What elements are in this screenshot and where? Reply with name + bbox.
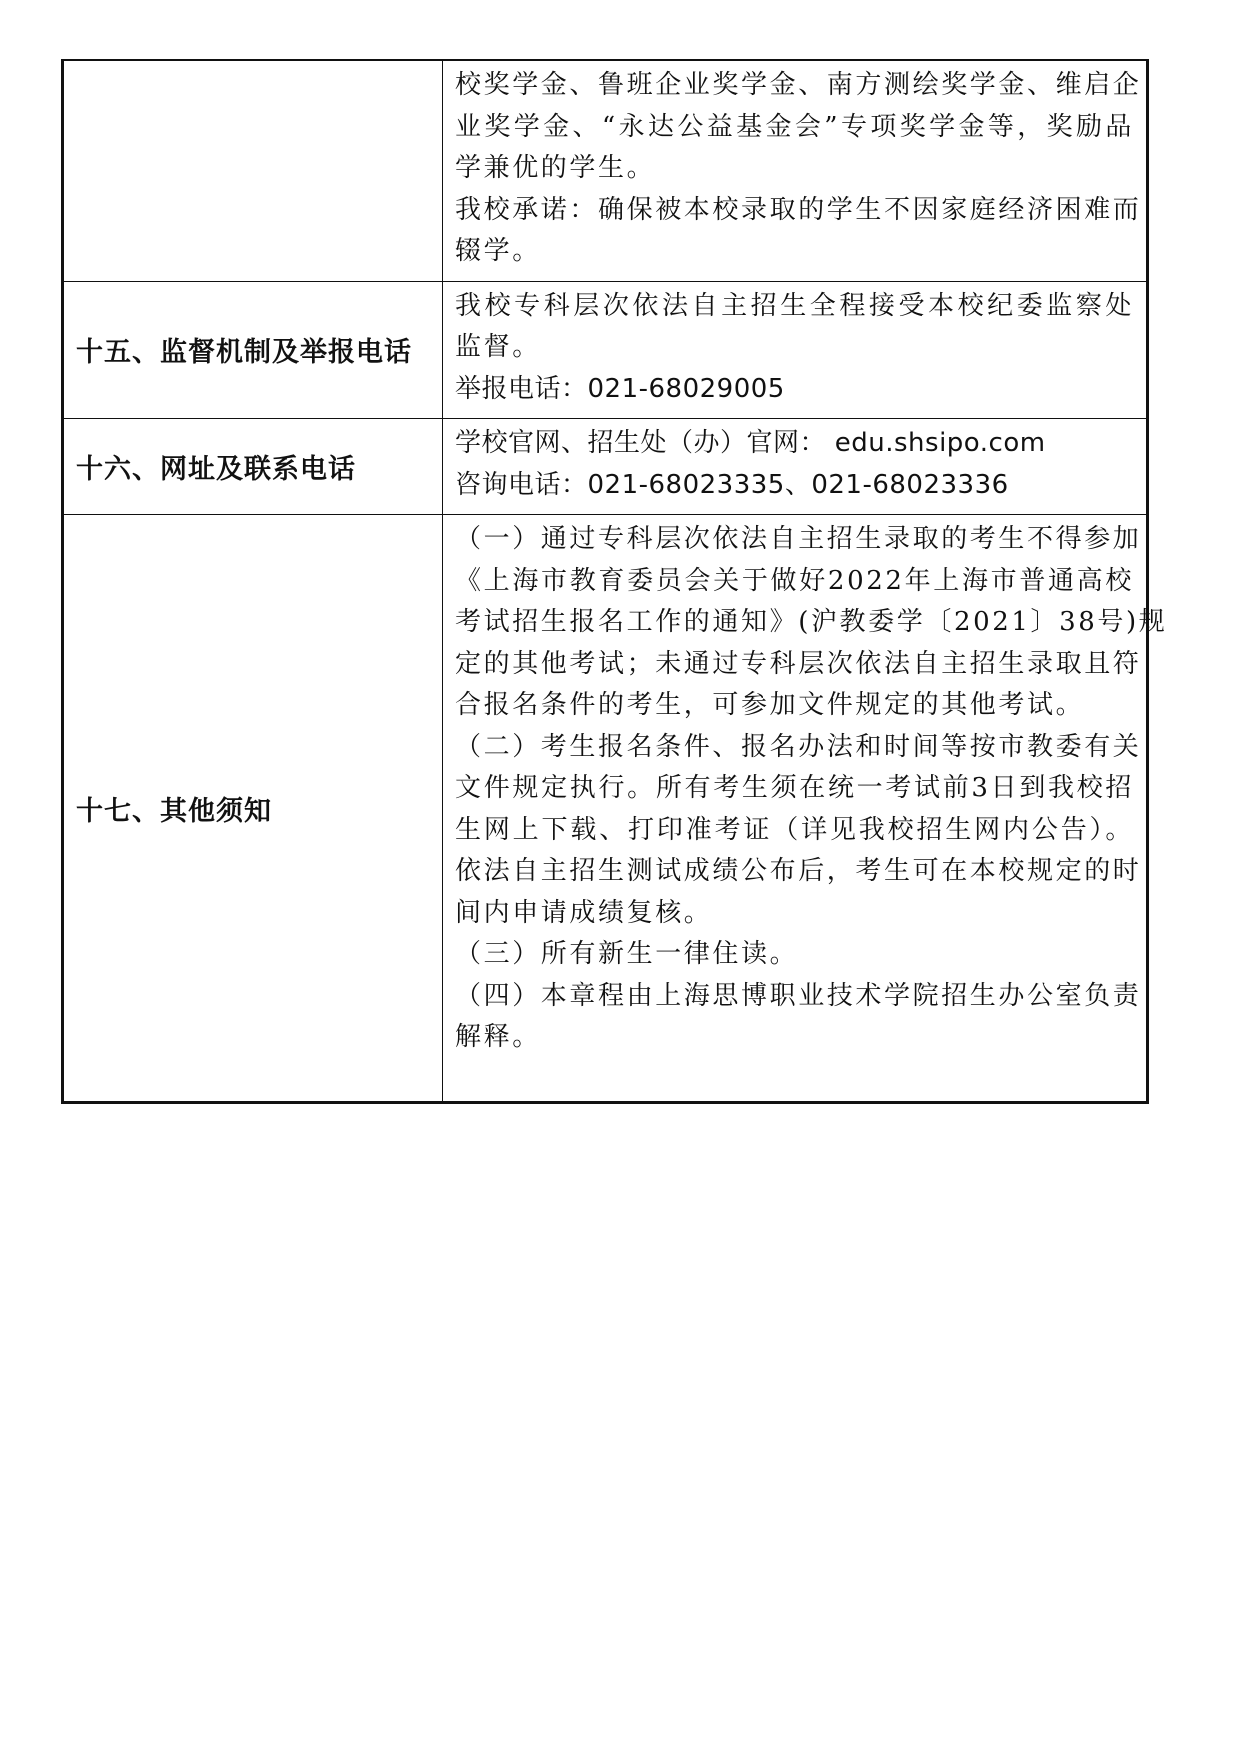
content-line: 依法自主招生测试成绩公布后，考生可在本校规定的时: [455, 856, 1142, 886]
report-phone: 举报电话：021-68029005: [455, 373, 785, 404]
content-line: 合报名条件的考生，可参加文件规定的其他考试。: [455, 690, 1085, 720]
content-line: 学兼优的学生。: [455, 153, 656, 183]
content-line: 校奖学金、鲁班企业奖学金、南方测绘奖学金、维启企: [455, 70, 1142, 100]
table-row-supervision: [63, 281, 1148, 419]
row-label-empty: [63, 60, 443, 281]
table-row-scholarship: [63, 60, 1148, 281]
content-line: 解释。: [455, 1022, 541, 1052]
website-line: 学校官网、招生处（办）官网： edu.shsipo.com: [455, 428, 1046, 458]
content-line: 《上海市教育委员会关于做好2022年上海市普通高校: [455, 565, 1134, 596]
content-line: 定的其他考试；未通过专科层次依法自主招生录取且符: [455, 648, 1142, 679]
content-line: 监督。: [455, 332, 541, 362]
row-label-other-notes: 十七、其他须知: [63, 515, 443, 1103]
content-line: 生网上下载、打印准考证（详见我校招生网内公告）。: [455, 814, 1134, 845]
content-line: （四）本章程由上海思博职业技术学院招生办公室负责: [455, 980, 1142, 1011]
content-line: （一）通过专科层次依法自主招生录取的考生不得参加: [455, 524, 1142, 554]
row-label-supervision: 十五、监督机制及举报电话: [63, 281, 443, 419]
content-line: 我校承诺：确保被本校录取的学生不因家庭经济困难而: [455, 194, 1142, 225]
content-line: （二）考生报名条件、报名办法和时间等按市教委有关: [455, 731, 1142, 762]
row-label-contact: 十六、网址及联系电话: [63, 419, 443, 515]
document-table: [61, 59, 1168, 1104]
consult-phone: 咨询电话：021-68023335、021-68023336: [455, 469, 1009, 500]
other-notes-content: [443, 515, 1168, 1103]
content-line: 文件规定执行。所有考生须在统一考试前3日到我校招: [455, 773, 1134, 803]
content-line: 业奖学金、“永达公益基金会”专项奖学金等，奖励品: [455, 111, 1135, 142]
content-line: 间内申请成绩复核。: [455, 897, 713, 928]
scholarship-content: [443, 60, 1148, 281]
content-line: （三）所有新生一律住读。: [455, 939, 799, 969]
content-line: 我校专科层次依法自主招生全程接受本校纪委监察处: [455, 290, 1134, 321]
contact-content: [443, 419, 1148, 515]
table-row-contact: [63, 419, 1148, 515]
content-line: 考试招生报名工作的通知》(沪教委学〔2021〕38号)规: [455, 607, 1168, 637]
table-row-other-notes: [63, 515, 1148, 1103]
content-line: 辍学。: [455, 236, 541, 266]
supervision-content: [443, 281, 1148, 419]
